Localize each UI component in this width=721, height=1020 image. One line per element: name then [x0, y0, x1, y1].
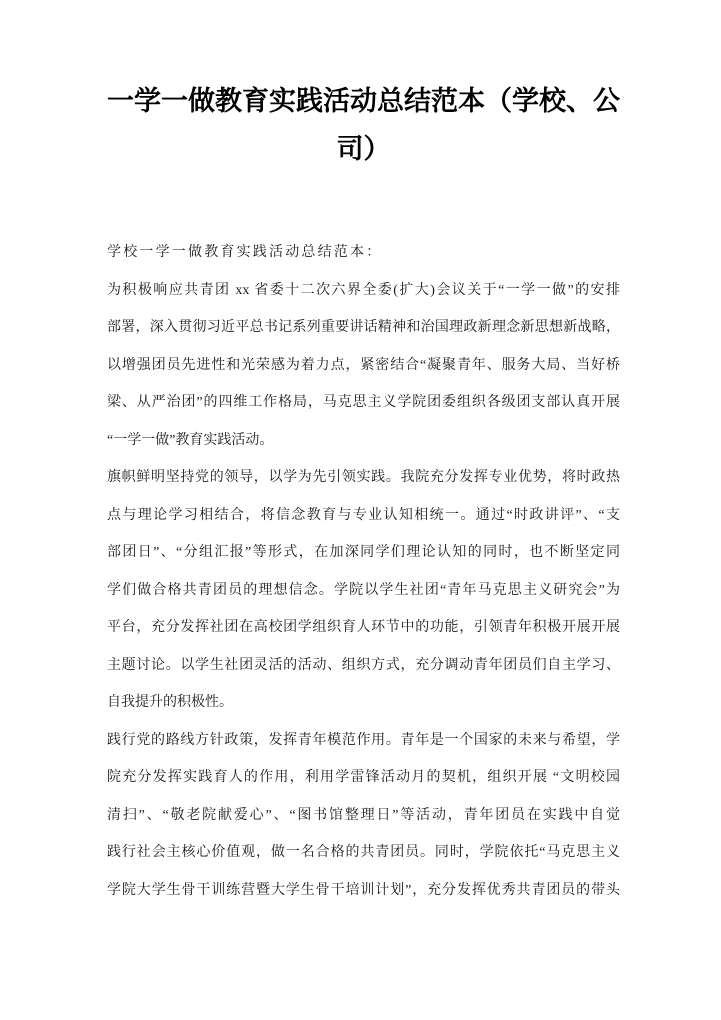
paragraph-heading	[107, 234, 620, 272]
paragraph-practice	[107, 722, 620, 910]
text-line: 以增强团员先进性和光荣感为着力点，紧密结合“凝聚青年、服务大局、当好桥	[107, 357, 620, 373]
text-line: 为积极响应共青团 xx 省委十二次六界全委(扩大)会议关于“一学一做”的安排	[107, 282, 620, 298]
document-body	[107, 234, 620, 909]
document-title	[107, 77, 620, 173]
text-line: 清扫”、“敬老院献爱心”、“图书馆整理日”等活动，青年团员在实践中自觉	[107, 807, 620, 823]
text-line: 部署，深入贯彻习近平总书记系列重要讲话精神和治国理政新理念新思想新战略，	[107, 320, 620, 335]
paragraph-intro	[107, 272, 620, 460]
text-line: 学院大学生骨干训练营暨大学生骨干培训计划”，充分发挥优秀共青团员的带头	[107, 882, 620, 898]
text-line: 自我提升的积极性。	[107, 695, 233, 710]
text-line: 部团日”、“分组汇报”等形式，在加深同学们理论认知的同时，也不断坚定同	[107, 545, 620, 560]
text-line: 践行党的路线方针政策，发挥青年模范作用。青年是一个国家的未来与希望，学	[107, 732, 620, 748]
text-line: 主题讨论。以学生社团灵活的活动、组织方式，充分调动青年团员们自主学习、	[107, 657, 620, 673]
text-line: 旗帜鲜明坚持党的领导，以学为先引领实践。我院充分发挥专业优势，将时政热	[107, 470, 620, 485]
text-line: 践行社会主核心价值观，做一名合格的共青团员。同时，学院依托“马克思主义	[107, 845, 620, 860]
text-line: 院充分发挥实践育人的作用，利用学雷锋活动月的契机，组织开展 “文明校园	[107, 770, 620, 785]
text-line: 点与理论学习相结合，将信念教育与专业认知相统一。通过“时政讲评”、“支	[107, 507, 620, 523]
text-line: 梁、从严治团”的四维工作格局，马克思主义学院团委组织各级团支部认真开展	[107, 395, 620, 410]
text-line: 学们做合格共青团员的理想信念。学院以学生社团“青年马克思主义研究会”为	[107, 582, 620, 598]
text-line: “一学一做”教育实践活动。	[107, 432, 274, 448]
title-line-2: 司）	[336, 134, 391, 164]
paragraph-study	[107, 459, 620, 722]
title-line-1: 一学一做教育实践活动总结范本（学校、公	[107, 86, 620, 116]
text-line: 平台，充分发挥社团在高校团学组织育人环节中的功能，引领青年积极开展开展	[107, 620, 620, 635]
text-line: 学校一学一做教育实践活动总结范本：	[107, 245, 383, 260]
